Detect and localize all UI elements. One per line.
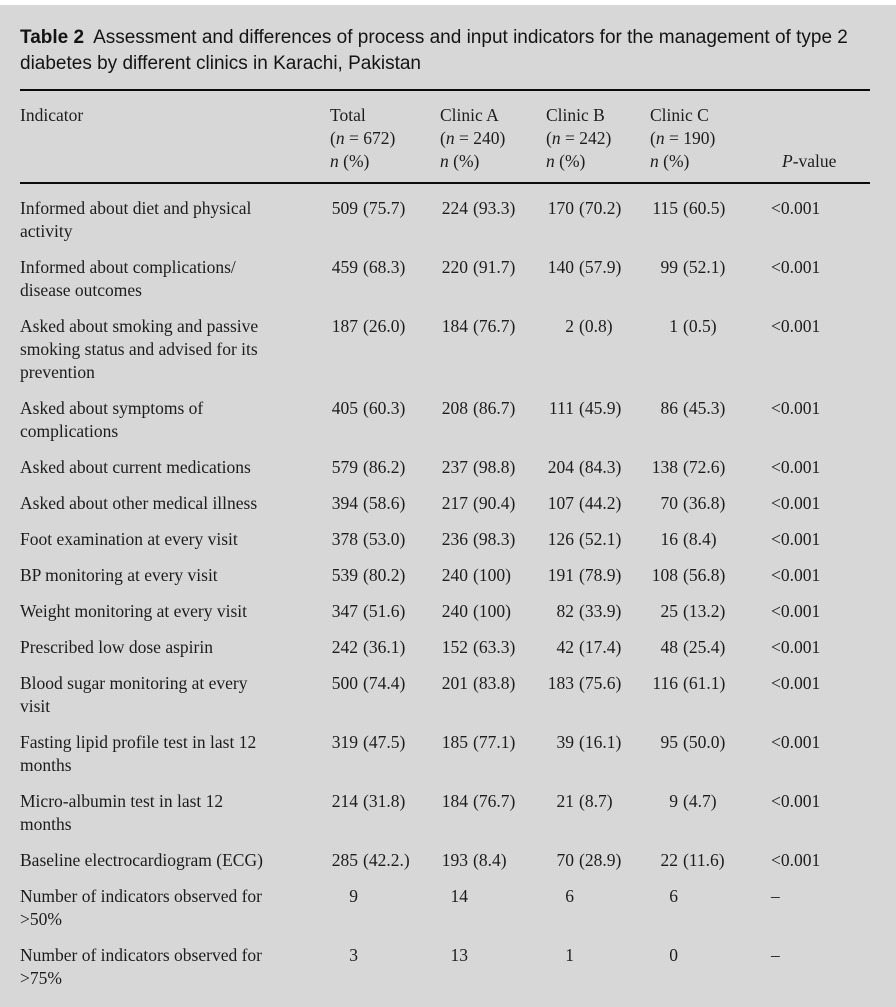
percent-value: (56.8)	[683, 565, 726, 585]
count-value: 187	[331, 316, 358, 336]
clinic_c-value-cell	[650, 397, 768, 443]
p-value-cell: <0.001	[771, 637, 821, 657]
percent-value: (31.8)	[363, 791, 406, 811]
indicator-cell: Weight monitoring at every visit	[20, 601, 248, 621]
count-value: 237	[441, 457, 468, 477]
clinic_c-value-cell	[650, 528, 768, 551]
p-value-cell: <0.001	[771, 565, 821, 585]
count-value: 184	[441, 316, 468, 336]
column-stat: n (%)	[546, 151, 586, 171]
column-label: Clinic C	[650, 105, 709, 125]
percent-value: (75.6)	[579, 673, 622, 693]
clinic_a-value-cell	[440, 600, 546, 623]
percent-value: (76.7)	[473, 316, 516, 336]
count-value: 191	[547, 565, 574, 585]
indicator-cell: Asked about symptoms of complications	[20, 398, 204, 441]
table-row	[20, 790, 876, 836]
percent-value: (50.0)	[683, 732, 726, 752]
count-value: 500	[331, 673, 358, 693]
count-value: 152	[441, 637, 468, 657]
total-value-cell	[330, 456, 440, 479]
count-value: 111	[549, 398, 574, 418]
count-value: 138	[651, 457, 678, 477]
count-value: 1	[565, 945, 574, 965]
total-value-cell	[330, 197, 440, 243]
indicator-cell: Prescribed low dose aspirin	[20, 637, 213, 657]
table-panel	[0, 5, 896, 1007]
p-value-cell: –	[771, 886, 780, 906]
p-value-cell: <0.001	[771, 791, 821, 811]
percent-value: (93.3)	[473, 198, 516, 218]
percent-value: (77.1)	[473, 732, 516, 752]
count-value: 14	[450, 886, 468, 906]
column-header-p_value	[768, 150, 876, 173]
indicator-cell: Asked about other medical illness	[20, 493, 258, 513]
column-header-clinic_c	[650, 104, 768, 173]
clinic_a-value-cell	[440, 564, 546, 587]
p-value-cell: <0.001	[771, 257, 821, 277]
count-value: 6	[565, 886, 574, 906]
count-value: 21	[556, 791, 574, 811]
header-row	[20, 91, 876, 182]
clinic_a-value-cell	[440, 456, 546, 479]
count-value: 116	[652, 673, 678, 693]
percent-value: (51.6)	[363, 601, 406, 621]
caption-text: Assessment and differences of process and input indicators for the management of type 2 diabetes by different clinics in Karachi, Pakistan	[20, 27, 848, 74]
count-value: 509	[331, 198, 358, 218]
percent-value: (0.8)	[579, 316, 613, 336]
count-value: 378	[331, 529, 358, 549]
indicator-cell: Number of indicators observed for >50%	[20, 886, 263, 929]
column-header-total	[330, 104, 440, 173]
count-value: 70	[660, 493, 678, 513]
clinic_a-value-cell	[440, 197, 546, 243]
count-value: 22	[660, 850, 678, 870]
indicator-cell: Informed about diet and physical activity	[20, 198, 252, 241]
count-value: 394	[331, 493, 358, 513]
percent-value: (75.7)	[363, 198, 406, 218]
percent-value: (74.4)	[363, 673, 406, 693]
count-value: 224	[441, 198, 468, 218]
count-value: 6	[669, 886, 678, 906]
table-row	[20, 672, 876, 718]
column-stat: n (%)	[650, 151, 690, 171]
percent-value: (45.3)	[683, 398, 726, 418]
clinic_c-value-cell	[650, 315, 768, 384]
percent-value: (60.5)	[683, 198, 726, 218]
count-value: 217	[441, 493, 468, 513]
p-value-cell: <0.001	[771, 850, 821, 870]
percent-value: (98.8)	[473, 457, 516, 477]
clinic_a-value-cell	[440, 790, 546, 836]
p-value-cell: <0.001	[771, 732, 821, 752]
percent-value: (52.1)	[579, 529, 622, 549]
count-value: 107	[547, 493, 574, 513]
clinic_a-value-cell	[440, 944, 546, 990]
count-value: 183	[547, 673, 574, 693]
percent-value: (45.9)	[579, 398, 622, 418]
percent-value: (76.7)	[473, 791, 516, 811]
column-n: (n = 190)	[650, 128, 716, 148]
clinic_b-value-cell	[546, 564, 650, 587]
percent-value: (61.1)	[683, 673, 726, 693]
count-value: 9	[669, 791, 678, 811]
count-value: 579	[331, 457, 358, 477]
table-row	[20, 397, 876, 443]
count-value: 220	[441, 257, 468, 277]
percent-value: (53.0)	[363, 529, 406, 549]
percent-value: (63.3)	[473, 637, 516, 657]
percent-value: (100)	[473, 601, 511, 621]
clinic_a-value-cell	[440, 256, 546, 302]
column-label: Clinic A	[440, 105, 499, 125]
total-value-cell	[330, 492, 440, 515]
clinic_b-value-cell	[546, 197, 650, 243]
table-caption	[20, 25, 864, 77]
total-value-cell	[330, 600, 440, 623]
percent-value: (58.6)	[363, 493, 406, 513]
percent-value: (36.1)	[363, 637, 406, 657]
percent-value: (86.7)	[473, 398, 516, 418]
count-value: 193	[441, 850, 468, 870]
total-value-cell	[330, 315, 440, 384]
column-n: (n = 242)	[546, 128, 612, 148]
table-row	[20, 600, 876, 623]
indicator-cell: Asked about smoking and passive smoking status and advised for its prevention	[20, 316, 259, 382]
percent-value: (11.6)	[683, 850, 725, 870]
percent-value: (33.9)	[579, 601, 622, 621]
clinic_c-value-cell	[650, 790, 768, 836]
percent-value: (91.7)	[473, 257, 516, 277]
table-row	[20, 564, 876, 587]
percent-value: (4.7)	[683, 791, 717, 811]
count-value: 82	[556, 601, 574, 621]
count-value: 240	[441, 565, 468, 585]
count-value: 240	[441, 601, 468, 621]
count-value: 42	[556, 637, 574, 657]
clinic_b-value-cell	[546, 600, 650, 623]
count-value: 236	[441, 529, 468, 549]
clinic_a-value-cell	[440, 315, 546, 384]
clinic_b-value-cell	[546, 672, 650, 718]
count-value: 459	[331, 257, 358, 277]
total-value-cell	[330, 672, 440, 718]
percent-value: (98.3)	[473, 529, 516, 549]
percent-value: (42.2.)	[363, 850, 410, 870]
clinic_b-value-cell	[546, 944, 650, 990]
indicator-cell: Foot examination at every visit	[20, 529, 238, 549]
p-value-cell: <0.001	[771, 493, 821, 513]
percent-value: (80.2)	[363, 565, 406, 585]
p-value-cell: <0.001	[771, 601, 821, 621]
clinic_b-value-cell	[546, 885, 650, 931]
clinic_b-value-cell	[546, 492, 650, 515]
clinic_b-value-cell	[546, 636, 650, 659]
percent-value: (8.4)	[683, 529, 717, 549]
indicator-cell: Informed about complications/ disease outcomes	[20, 257, 236, 300]
percent-value: (100)	[473, 565, 511, 585]
total-value-cell	[330, 636, 440, 659]
total-value-cell	[330, 790, 440, 836]
clinic_c-value-cell	[650, 600, 768, 623]
column-header-indicator	[20, 104, 330, 173]
clinic_c-value-cell	[650, 456, 768, 479]
clinic_b-value-cell	[546, 256, 650, 302]
count-value: 48	[660, 637, 678, 657]
clinic_b-value-cell	[546, 528, 650, 551]
percent-value: (26.0)	[363, 316, 406, 336]
count-value: 13	[450, 945, 468, 965]
table-row	[20, 456, 876, 479]
clinic_a-value-cell	[440, 731, 546, 777]
count-value: 70	[556, 850, 574, 870]
column-label: P-value	[782, 151, 837, 171]
clinic_a-value-cell	[440, 492, 546, 515]
column-label: Total	[330, 105, 366, 125]
clinic_c-value-cell	[650, 944, 768, 990]
table-number: Table 2	[20, 27, 85, 48]
percent-value: (47.5)	[363, 732, 406, 752]
indicator-cell: Fasting lipid profile test in last 12 months	[20, 732, 257, 775]
p-value-cell: <0.001	[771, 316, 821, 336]
clinic_b-value-cell	[546, 315, 650, 384]
clinic_c-value-cell	[650, 849, 768, 872]
percent-value: (28.9)	[579, 850, 622, 870]
indicator-cell: Number of indicators observed for >75%	[20, 945, 263, 988]
indicator-cell: Baseline electrocardiogram (ECG)	[20, 850, 263, 870]
table-row	[20, 636, 876, 659]
count-value: 2	[565, 316, 574, 336]
indicator-cell: Micro-albumin test in last 12 months	[20, 791, 224, 834]
count-value: 347	[331, 601, 358, 621]
percent-value: (36.8)	[683, 493, 726, 513]
count-value: 208	[441, 398, 468, 418]
clinic_c-value-cell	[650, 731, 768, 777]
count-value: 184	[441, 791, 468, 811]
count-value: 99	[660, 257, 678, 277]
total-value-cell	[330, 528, 440, 551]
count-value: 39	[556, 732, 574, 752]
column-header-clinic_b	[546, 104, 650, 173]
table-row	[20, 528, 876, 551]
percent-value: (57.9)	[579, 257, 622, 277]
column-label: Indicator	[20, 105, 84, 125]
clinic_a-value-cell	[440, 885, 546, 931]
count-value: 126	[547, 529, 574, 549]
percent-value: (25.4)	[683, 637, 726, 657]
clinic_b-value-cell	[546, 790, 650, 836]
count-value: 242	[331, 637, 358, 657]
percent-value: (86.2)	[363, 457, 406, 477]
table-row	[20, 731, 876, 777]
clinic_b-value-cell	[546, 731, 650, 777]
count-value: 3	[349, 945, 358, 965]
percent-value: (16.1)	[579, 732, 622, 752]
total-value-cell	[330, 849, 440, 872]
count-value: 214	[331, 791, 358, 811]
clinic_a-value-cell	[440, 849, 546, 872]
table-row	[20, 885, 876, 931]
percent-value: (83.8)	[473, 673, 516, 693]
indicator-cell: Blood sugar monitoring at every visit	[20, 673, 248, 716]
indicator-cell: Asked about current medications	[20, 457, 251, 477]
percent-value: (52.1)	[683, 257, 726, 277]
count-value: 1	[669, 316, 678, 336]
clinic_a-value-cell	[440, 672, 546, 718]
percent-value: (78.9)	[579, 565, 622, 585]
count-value: 0	[669, 945, 678, 965]
table-row	[20, 256, 876, 302]
clinic_c-value-cell	[650, 885, 768, 931]
percent-value: (44.2)	[579, 493, 622, 513]
clinic_a-value-cell	[440, 528, 546, 551]
clinic_b-value-cell	[546, 849, 650, 872]
clinic_c-value-cell	[650, 564, 768, 587]
count-value: 108	[651, 565, 678, 585]
percent-value: (90.4)	[473, 493, 516, 513]
percent-value: (8.7)	[579, 791, 613, 811]
indicator-cell: BP monitoring at every visit	[20, 565, 218, 585]
count-value: 86	[660, 398, 678, 418]
count-value: 16	[660, 529, 678, 549]
clinic_b-value-cell	[546, 456, 650, 479]
percent-value: (68.3)	[363, 257, 406, 277]
clinic_a-value-cell	[440, 636, 546, 659]
column-label: Clinic B	[546, 105, 605, 125]
total-value-cell	[330, 397, 440, 443]
percent-value: (0.5)	[683, 316, 717, 336]
p-value-cell: <0.001	[771, 398, 821, 418]
total-value-cell	[330, 564, 440, 587]
clinic_c-value-cell	[650, 256, 768, 302]
column-header-clinic_a	[440, 104, 546, 173]
count-value: 201	[441, 673, 468, 693]
count-value: 539	[331, 565, 358, 585]
count-value: 25	[660, 601, 678, 621]
count-value: 319	[331, 732, 358, 752]
table-body	[20, 184, 876, 990]
total-value-cell	[330, 944, 440, 990]
table-row	[20, 944, 876, 990]
count-value: 185	[441, 732, 468, 752]
clinic_c-value-cell	[650, 636, 768, 659]
column-n: (n = 240)	[440, 128, 506, 148]
clinic_c-value-cell	[650, 492, 768, 515]
total-value-cell	[330, 885, 440, 931]
clinic_c-value-cell	[650, 197, 768, 243]
p-value-cell: <0.001	[771, 457, 821, 477]
clinic_a-value-cell	[440, 397, 546, 443]
count-value: 9	[349, 886, 358, 906]
total-value-cell	[330, 731, 440, 777]
percent-value: (17.4)	[579, 637, 622, 657]
percent-value: (13.2)	[683, 601, 726, 621]
clinic_b-value-cell	[546, 397, 650, 443]
count-value: 140	[547, 257, 574, 277]
p-value-cell: <0.001	[771, 198, 821, 218]
p-value-cell: <0.001	[771, 529, 821, 549]
table-row	[20, 315, 876, 384]
clinic_c-value-cell	[650, 672, 768, 718]
percent-value: (8.4)	[473, 850, 507, 870]
p-value-cell: –	[771, 945, 780, 965]
column-n: (n = 672)	[330, 128, 396, 148]
table-row	[20, 492, 876, 515]
count-value: 204	[547, 457, 574, 477]
p-value-cell: <0.001	[771, 673, 821, 693]
percent-value: (72.6)	[683, 457, 726, 477]
count-value: 405	[331, 398, 358, 418]
column-stat: n (%)	[330, 151, 370, 171]
percent-value: (84.3)	[579, 457, 622, 477]
count-value: 115	[652, 198, 678, 218]
percent-value: (60.3)	[363, 398, 406, 418]
percent-value: (70.2)	[579, 198, 622, 218]
count-value: 285	[331, 850, 358, 870]
table-row	[20, 197, 876, 243]
column-stat: n (%)	[440, 151, 480, 171]
total-value-cell	[330, 256, 440, 302]
count-value: 95	[660, 732, 678, 752]
table-row	[20, 849, 876, 872]
count-value: 170	[547, 198, 574, 218]
